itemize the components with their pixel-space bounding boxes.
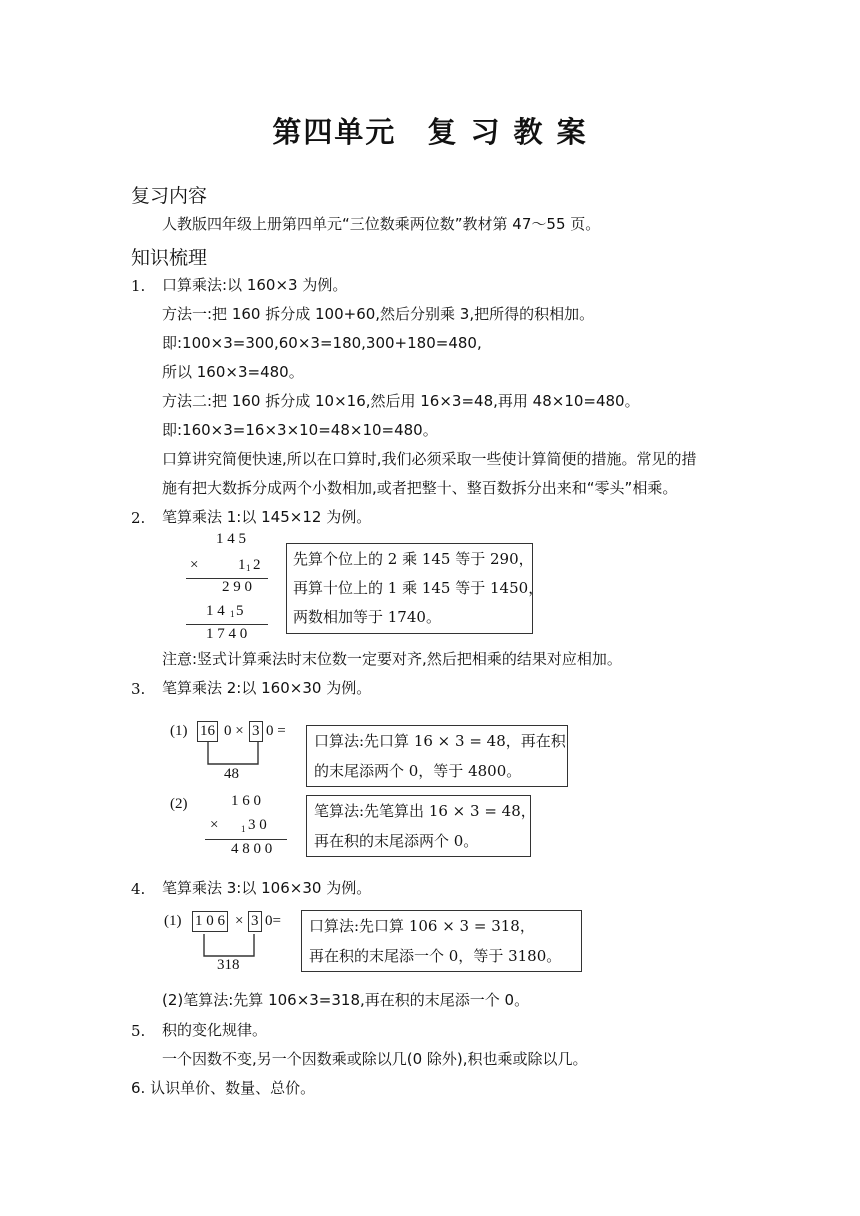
i4p1-times: × bbox=[235, 913, 244, 929]
item2-note: 注意:竖式计算乘法时末位数一定要对齐,然后把相乘的结果对应相加。 bbox=[162, 650, 622, 668]
i4p1-label: (1) bbox=[164, 913, 182, 929]
item6-text: 6. 认识单价、数量、总价。 bbox=[131, 1079, 316, 1097]
i4-box-line1: 口算法:先口算 106 × 3 = 318， bbox=[309, 917, 535, 935]
item5-text: 一个因数不变,另一个因数乘或除以几(0 除外),积也乘或除以几。 bbox=[162, 1050, 588, 1068]
i3-box2-line2: 再在积的末尾添两个 0。 bbox=[314, 832, 479, 850]
v1-rule2 bbox=[186, 624, 268, 625]
item1-note-line2: 施有把大数拆分成两个小数相加,或者把整十、整百数拆分出来和“零头”相乘。 bbox=[162, 479, 678, 497]
i3p2-label: (2) bbox=[170, 796, 188, 812]
i3p2-mult: 3 0 bbox=[248, 817, 267, 833]
item1-note-line1: 口算讲究简便快速,所以在口算时,我们必须采取一些使计算简便的措施。常见的措 bbox=[162, 450, 697, 468]
item1-method1: 方法一:把 160 拆分成 100+60,然后分别乘 3,把所得的积相加。 bbox=[162, 305, 595, 323]
v1-mult: 1 bbox=[238, 557, 246, 573]
item4-box bbox=[301, 910, 582, 972]
i4p1-box-a: 1 0 6 bbox=[192, 911, 228, 932]
item1-method2-eq: 即:160×3=16×3×10=48×10=480。 bbox=[162, 421, 438, 439]
i3p2-carry: 1 bbox=[241, 824, 246, 834]
i3-box1-line2: 的末尾添两个 0，等于 4800。 bbox=[314, 762, 522, 780]
i3p1-box-a: 16 bbox=[197, 721, 218, 742]
item2-box-line1: 先算个位上的 2 乘 145 等于 290， bbox=[293, 550, 534, 568]
i4p1-under: 318 bbox=[217, 957, 240, 973]
item3-number: 3. bbox=[131, 680, 146, 698]
i3p1-bracket bbox=[200, 742, 270, 768]
i3p2-rule bbox=[205, 839, 287, 840]
i3-box2-line1: 笔算法:先笔算出 16 × 3 = 48， bbox=[314, 802, 536, 820]
heading-review-content: 复习内容 bbox=[131, 185, 208, 207]
v1-partial2: 1 4 bbox=[206, 603, 225, 619]
item1-method1-result: 所以 160×3=480。 bbox=[162, 363, 304, 381]
heading-knowledge: 知识梳理 bbox=[131, 247, 208, 269]
item1-method2: 方法二:把 160 拆分成 10×16,然后用 16×3=48,再用 48×10=480。 bbox=[162, 392, 640, 410]
item2-number: 2. bbox=[131, 509, 146, 527]
item3-box1 bbox=[306, 725, 568, 787]
item3-box2 bbox=[306, 795, 536, 857]
item2-box-line3: 两数相加等于 1740。 bbox=[293, 608, 441, 626]
v1-partial2-carry: 1 bbox=[230, 609, 235, 619]
item4-number: 4. bbox=[131, 880, 146, 898]
item3-title: 笔算乘法 2:以 160×30 为例。 bbox=[162, 679, 372, 697]
i3p2-times: × bbox=[210, 817, 219, 833]
item5-number: 5. bbox=[131, 1022, 146, 1040]
item2-box-line2: 再算十位上的 1 乘 145 等于 1450， bbox=[293, 579, 544, 597]
v1-partial1: 2 9 0 bbox=[222, 579, 252, 595]
i3p1-mid: 0 × bbox=[224, 723, 244, 739]
i3p1-under: 48 bbox=[224, 766, 239, 782]
v1-mult-last: 2 bbox=[253, 557, 261, 573]
item1-method1-eq: 即:100×3=300,60×3=180,300+180=480, bbox=[162, 334, 482, 352]
i3p1-label: (1) bbox=[170, 723, 188, 739]
item2-explain-box bbox=[286, 543, 544, 634]
item1-title: 口算乘法:以 160×3 为例。 bbox=[162, 276, 348, 294]
v1-top: 1 4 5 bbox=[216, 531, 246, 547]
i3p2-top: 1 6 0 bbox=[231, 793, 261, 809]
i3p2-result: 4 8 0 0 bbox=[231, 841, 273, 857]
item4-title: 笔算乘法 3:以 106×30 为例。 bbox=[162, 879, 372, 897]
v1-partial2-last: 5 bbox=[236, 603, 244, 619]
item2-title: 笔算乘法 1:以 145×12 为例。 bbox=[162, 508, 372, 526]
i3p1-box-c: 3 bbox=[249, 721, 263, 742]
page-title: 第四单元 复 习 教 案 bbox=[272, 115, 588, 149]
item5-title: 积的变化规律。 bbox=[162, 1021, 268, 1039]
i4-box-line2: 再在积的末尾添一个 0，等于 3180。 bbox=[309, 947, 562, 965]
i3p1-end: 0 = bbox=[266, 723, 286, 739]
item4-part2: (2)笔算法:先算 106×3=318,再在积的末尾添一个 0。 bbox=[162, 991, 530, 1009]
review-content-text: 人教版四年级上册第四单元“三位数乘两位数”教材第 47～55 页。 bbox=[162, 215, 601, 233]
i3-box1-line1: 口算法:先口算 16 × 3 = 48，再在积 bbox=[314, 732, 566, 750]
v1-result: 1 7 4 0 bbox=[206, 626, 248, 642]
item1-number: 1. bbox=[131, 277, 146, 295]
i4p1-box-c: 3 bbox=[248, 911, 262, 932]
i4p1-end: 0= bbox=[265, 913, 281, 929]
v1-mult-carry: 1 bbox=[246, 563, 251, 573]
v1-times: × bbox=[190, 557, 199, 573]
